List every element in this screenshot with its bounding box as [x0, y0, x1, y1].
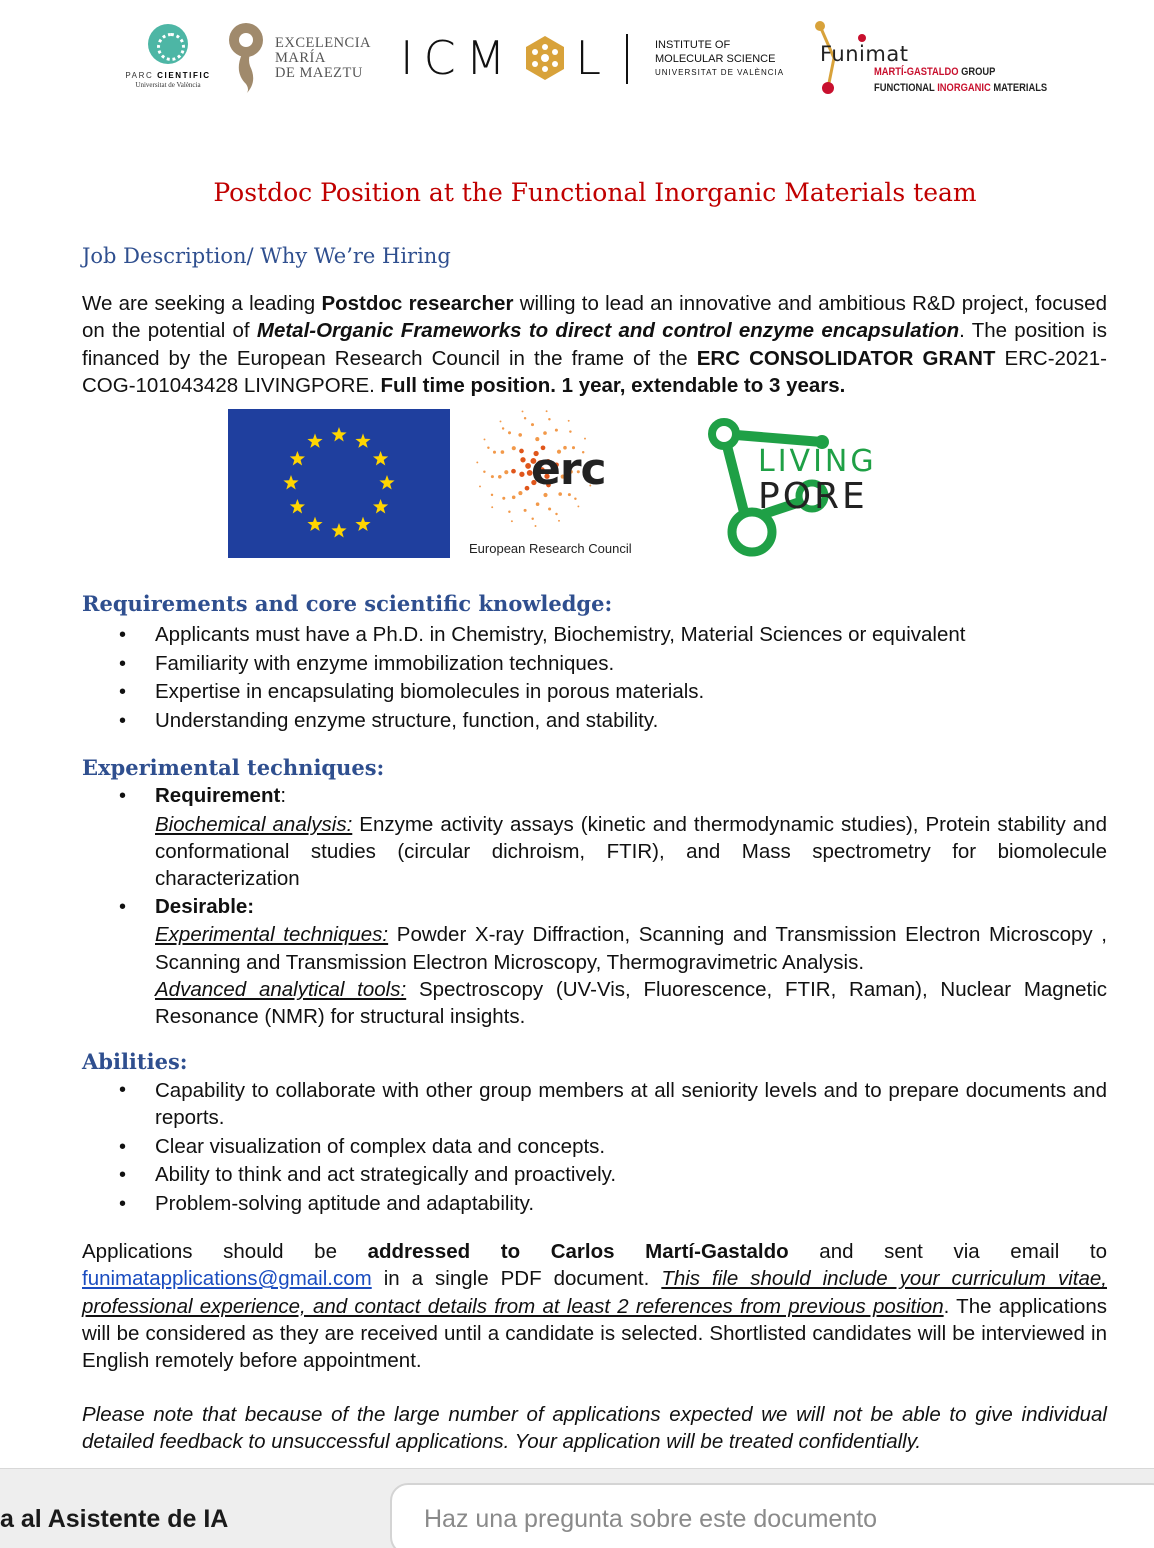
tree-icon — [148, 24, 188, 64]
ims-line2: MOLECULAR SCIENCE — [655, 53, 776, 65]
applications-paragraph: Applications should be addressed to Carlos Martí-Gastaldo and sent via email to funimatapplications@gmail.com in a single PDF document. This file should include your curriculum vitae, professional experience, and contact details from at least 2 references from previous position. The applications will be considered as they are received until a candidate is selected. Shortlisted candidates will be interviewed in English remotely before appointment. — [82, 1240, 1107, 1373]
erc-dot — [508, 511, 510, 513]
list-item: • Desirable: Experimental techniques: Powder X-ray Diffraction, Scanning and Transmission Electron Microscopy , Scanning and Transmission Electron Microscopy, Thermogravimetric Analysis. Advanced analytical tools: Spectroscopy (UV-Vis, Fluorescence, FTIR, Raman), Nuclear Magnetic Resonance (NMR) for structural insights. — [155, 893, 1115, 1031]
requirement-label: Requirement — [155, 784, 281, 807]
erc-dot — [487, 447, 489, 449]
experimental-list — [155, 782, 1115, 1030]
eu-star-icon — [355, 517, 370, 531]
erc-dot — [536, 502, 540, 506]
list-item: • Understanding enzyme structure, function, and stability. — [155, 707, 1115, 736]
list-item: • Requirement: Biochemical analysis: Enzyme activity assays (kinetic and thermodynamic studies), Protein stability and conformational studies (circular dichroism, FTIR), and Mass spectrometry for biomolecule characterization — [155, 782, 1115, 893]
institute-molecular-science-logo — [655, 38, 795, 80]
erc-dot — [508, 431, 511, 434]
list-item: • Problem-solving aptitude and adaptability. — [155, 1190, 1115, 1219]
ai-question-placeholder: Haz una pregunta sobre este documento — [424, 1505, 878, 1533]
document-title: Postdoc Position at the Functional Inorganic Materials team — [213, 178, 977, 207]
maeztu-line3: DE MAEZTU — [275, 65, 363, 81]
parc-cientific-logo — [118, 24, 218, 104]
maeztu-line1: EXCELENCIA — [275, 35, 372, 51]
erc-grant-bold: ERC CONSOLIDATOR GRANT — [696, 346, 996, 370]
eu-star-icon — [331, 427, 346, 442]
erc-dot — [519, 472, 524, 477]
erc-wordmark: erc — [531, 444, 606, 495]
biochemical-analysis-label: Biochemical analysis: — [155, 812, 353, 836]
eu-star-icon — [379, 475, 394, 490]
livingpore-living: LIVING — [758, 444, 877, 479]
eu-star-icon — [307, 517, 322, 531]
university-label: Universitat de València — [135, 81, 201, 89]
erc-dot — [511, 469, 516, 474]
erc-dot — [512, 496, 516, 500]
livingpore-logo — [704, 412, 914, 560]
molecule-hexagon-icon — [521, 34, 569, 82]
eu-star-icon — [307, 433, 322, 448]
erc-logo — [463, 406, 653, 561]
erc-dot — [546, 410, 548, 412]
erc-dot — [512, 446, 516, 450]
maria-de-maeztu-logo — [228, 22, 388, 98]
eu-stars-icon — [228, 409, 450, 558]
eu-star-icon — [373, 499, 388, 514]
erc-dot — [519, 449, 524, 454]
mof-topic-bold-italic: Metal-Organic Frameworks to direct and control enzyme encapsulation — [256, 319, 960, 343]
eu-star-icon — [373, 451, 388, 466]
ims-line3: UNIVERSITAT DE VALÈNCIA — [655, 68, 785, 77]
job-description-heading: Job Description/ Why We’re Hiring — [82, 244, 451, 268]
ai-question-input[interactable] — [390, 1483, 1154, 1548]
eu-flag-logo — [228, 409, 450, 558]
erc-dot — [491, 494, 493, 496]
list-item: • Applicants must have a Ph.D. in Chemistry, Biochemistry, Material Sciences or equivalent — [155, 621, 1115, 650]
position-duration-bold: Full time position. 1 year, extendable to 3 years. — [380, 373, 846, 397]
erc-dot — [535, 437, 539, 441]
confidentiality-note: Please note that because of the large number of applications expected we will not be able to give individual detailed feedback to unsuccessful applications. Your application will be treated confidentially. — [82, 1403, 1107, 1454]
addressee-bold: addressed to Carlos Martí-Gastaldo — [367, 1240, 789, 1263]
group-name: MARTÍ-GASTALDO — [874, 66, 959, 78]
erc-dot — [543, 431, 547, 435]
erc-dot — [498, 475, 502, 479]
icmol-ic: IC — [400, 31, 466, 85]
erc-dot — [548, 418, 550, 420]
eu-star-icon — [331, 523, 346, 538]
erc-dot — [500, 420, 502, 422]
erc-dot — [518, 491, 522, 495]
livingpore-pore: PORE — [758, 476, 868, 517]
job-description-paragraph: We are seeking a leading Postdoc researcher willing to lead an innovative and ambitious R&D project, focused on the potential of Metal-Organic Frameworks to direct and control enzyme encapsulation. The position is financed by the European Research Council in the frame of the ERC CONSOLIDATOR GRANT ERC-2021-COG-101043428 LIVINGPORE. Full time position. 1 year, extendable to 3 years. — [82, 292, 1108, 397]
erc-dot — [548, 507, 551, 510]
erc-dot — [569, 430, 571, 432]
erc-dot — [491, 506, 493, 508]
icmol-m: M — [465, 31, 516, 85]
erc-dot — [555, 513, 557, 515]
icmol-l: L — [575, 31, 612, 85]
erc-dot — [584, 438, 586, 440]
ims-line1: INSTITUTE OF — [655, 39, 731, 51]
desirable-label: Desirable: — [155, 894, 255, 918]
list-item: • Capability to collaborate with other group members at all seniority levels and to prepare documents and reports. — [155, 1077, 1107, 1132]
list-item: • Familiarity with enzyme immobilization techniques. — [155, 650, 1115, 679]
list-item: • Clear visualization of complex data and concepts. — [155, 1133, 1115, 1162]
eu-star-icon — [355, 433, 370, 448]
erc-dot — [520, 457, 525, 462]
experimental-techniques-label: Experimental techniques: — [155, 923, 389, 947]
erc-dot — [524, 417, 526, 419]
erc-dot — [484, 438, 486, 440]
erc-dot — [502, 427, 504, 429]
erc-dot — [574, 497, 576, 499]
email-link[interactable]: funimatapplications@gmail.com — [82, 1267, 372, 1291]
erc-dot — [531, 423, 534, 426]
divider — [626, 34, 628, 84]
erc-dot — [483, 471, 485, 473]
funimat-title: Funimat — [820, 42, 909, 66]
advanced-tools-label: Advanced analytical tools: — [155, 977, 407, 1001]
eu-star-icon — [290, 451, 305, 466]
icmol-logo — [400, 30, 640, 86]
maeztu-drop-icon — [228, 22, 264, 94]
erc-dot — [518, 433, 522, 437]
functional-word: FUNCTIONAL — [874, 82, 938, 94]
erc-dot — [577, 505, 579, 507]
erc-dot — [491, 475, 494, 478]
erc-dot — [511, 520, 513, 522]
erc-dot — [525, 486, 530, 491]
abilities-heading: Abilities: — [82, 1049, 188, 1074]
erc-dot — [535, 525, 537, 527]
erc-dot — [531, 517, 533, 519]
erc-dot — [504, 470, 508, 474]
cientific-label: CIENTIFIC — [157, 71, 211, 80]
eu-star-icon — [290, 499, 305, 514]
erc-dot — [476, 461, 478, 463]
group-word: GROUP — [958, 66, 996, 78]
erc-dot — [522, 410, 524, 412]
parc-label: PARC — [125, 71, 158, 80]
experimental-heading: Experimental techniques: — [82, 755, 385, 780]
erc-dot — [558, 520, 560, 522]
erc-dot — [524, 509, 527, 512]
inorganic-word: INORGANIC — [937, 82, 991, 94]
erc-dot — [555, 429, 558, 432]
requirements-list — [155, 621, 1115, 736]
maeztu-line2: MARÍA — [275, 50, 326, 66]
postdoc-researcher-bold: Postdoc researcher — [321, 292, 514, 315]
header-logos — [0, 0, 1154, 120]
erc-dot — [493, 451, 496, 454]
ai-assistant-bar — [0, 1468, 1154, 1548]
erc-dot — [568, 420, 570, 422]
materials-word: MATERIALS — [990, 82, 1048, 94]
eu-star-icon — [283, 475, 298, 490]
list-item: • Expertise in encapsulating biomolecules in porous materials. — [155, 678, 1115, 707]
list-item: • Ability to think and act strategically and proactively. — [155, 1161, 1115, 1190]
erc-dot — [479, 485, 481, 487]
erc-caption: European Research Council — [469, 541, 632, 556]
requirements-heading: Requirements and core scientific knowledge: — [82, 591, 613, 616]
erc-dot — [501, 450, 505, 454]
abilities-list — [155, 1077, 1115, 1219]
funimat-logo — [812, 20, 1052, 100]
required-documents-italic: This file should include your curriculum vitae, professional experience, and contact details from at least 2 references from previous position — [82, 1267, 1107, 1318]
ai-assistant-label[interactable]: a al Asistente de IA — [0, 1505, 229, 1533]
erc-dot — [502, 497, 505, 500]
